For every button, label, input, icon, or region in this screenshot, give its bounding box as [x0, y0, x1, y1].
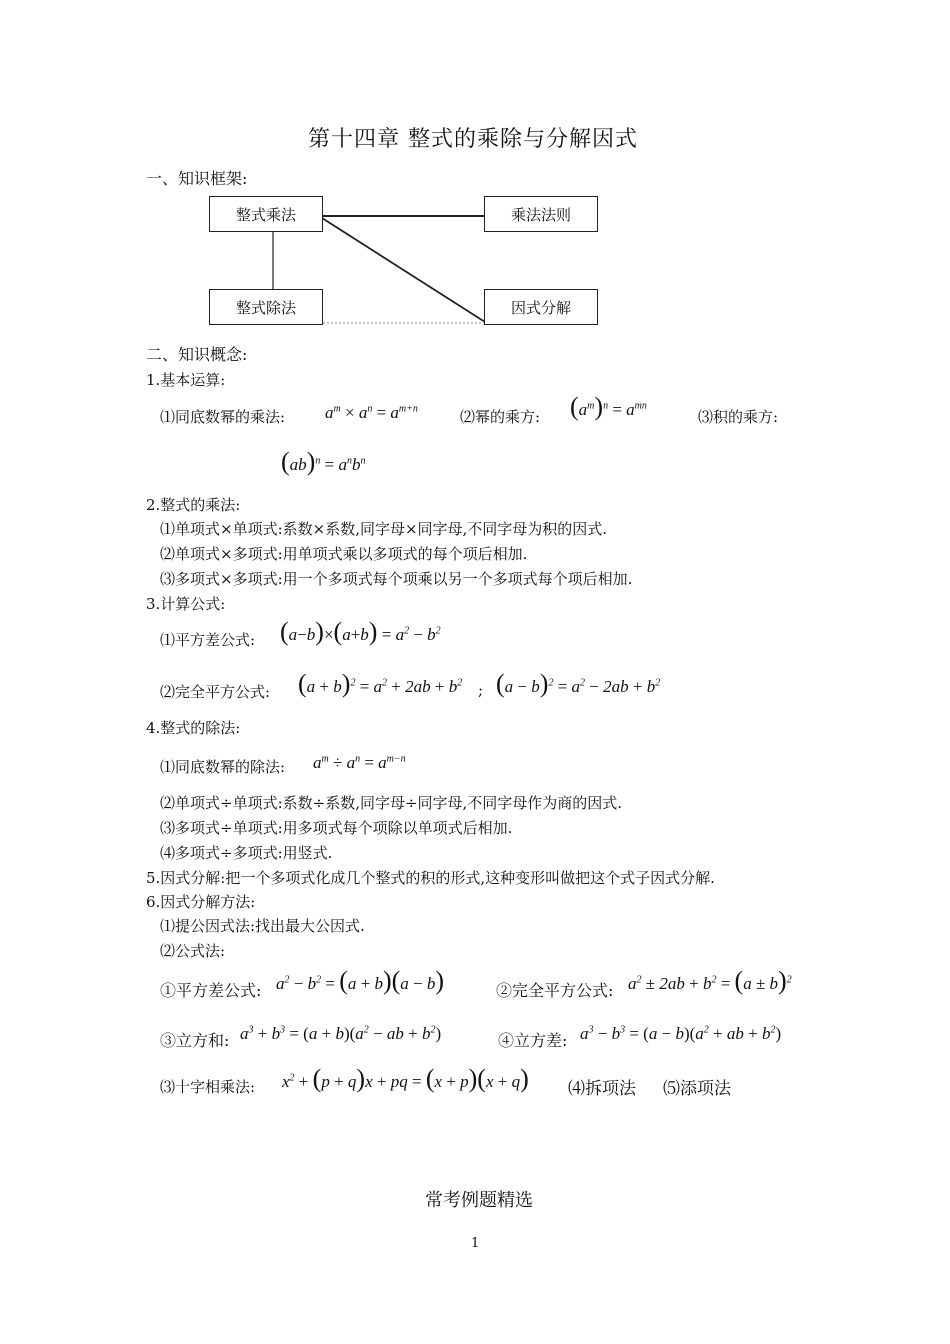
- formula-cube-sum: $a^3 + b^3 = (a + b)(a^2$ − ab + $b^2$): [240, 1024, 442, 1043]
- page-title: 第十四章 整式的乘除与分解因式: [308, 127, 638, 152]
- factor-method-1: ⑴提公因式法:找出最大公因式.: [160, 917, 365, 935]
- formula-perfect-square-minus: $(a - b)^2 = a^2 - 2ab + b^2$: [496, 669, 661, 698]
- formula-diff-squares: $(a-b)\times(a+b) = a^2 - b^2$: [280, 617, 441, 646]
- poly-div-heading: 4.整式的除法:: [146, 719, 241, 737]
- same-base-div-label: ⑴同底数幂的除法:: [160, 758, 286, 776]
- formula-cross-mult: $x^2 + (p + q)x$ + pq = (x + p)(x + q): [282, 1064, 529, 1093]
- formula-cube-diff: $a^3 - b^3 = (a - b)(a^2$ + ab + $b^2$): [580, 1024, 782, 1043]
- split-term-method: ⑷拆项法: [568, 1079, 636, 1099]
- add-term-method: ⑸添项法: [663, 1079, 731, 1099]
- section-heading-concepts: 二、知识概念:: [146, 345, 248, 364]
- page-number: 1: [471, 1236, 480, 1251]
- poly-div-item-2: ⑵单项式÷单项式:系数÷系数,同字母÷同字母,不同字母作为商的因式.: [160, 794, 623, 812]
- diff-squares-label: ⑴平方差公式:: [160, 631, 256, 649]
- poly-mult-item-3: ⑶多项式×多项式:用一个多项式每个项乘以另一个多项式每个项后相加.: [160, 570, 633, 588]
- formula-product-power: $(ab)^n = a^nb^n$: [281, 447, 366, 476]
- poly-mult-heading: 2.整式的乘法:: [146, 496, 241, 514]
- box-multiplication-rules: 乘法法则: [484, 196, 598, 232]
- poly-div-item-4: ⑷多项式÷多项式:用竖式.: [160, 844, 333, 862]
- cube-sum-label: ③立方和:: [160, 1031, 230, 1050]
- framework-diagram-lines: [0, 0, 950, 340]
- examples-section-title: 常考例题精选: [425, 1190, 533, 1211]
- poly-mult-item-2: ⑵单项式×多项式:用单项式乘以多项式的每个项后相加.: [160, 545, 528, 563]
- section-heading-framework: 一、知识框架:: [146, 169, 248, 188]
- cube-diff-label: ④立方差:: [498, 1031, 568, 1050]
- formula-separator: ;: [478, 681, 484, 699]
- formula-factor-diff-squares: $a^2 - b^2 = (a + b)(a - b)$: [276, 966, 445, 995]
- basic-ops-heading: 1.基本运算:: [146, 371, 226, 389]
- factor-diff-squares-label: ①平方差公式:: [160, 981, 262, 1000]
- cross-mult-label: ⑶十字相乘法:: [160, 1078, 256, 1096]
- formula-same-base-div: $a^m \div a^n = a^{m-n}$: [313, 753, 406, 772]
- perfect-square-label: ⑵完全平方公式:: [160, 683, 271, 701]
- power-of-power-label: ⑵幂的乘方:: [460, 408, 541, 426]
- poly-div-item-3: ⑶多项式÷单项式:用多项式每个项除以单项式后相加.: [160, 819, 513, 837]
- poly-mult-item-1: ⑴单项式×单项式:系数×系数,同字母×同字母,不同字母为积的因式.: [160, 520, 608, 538]
- formula-same-base-mult: $a^m \times a^n = a^{m+n}$: [325, 403, 418, 422]
- formula-factor-perfect-square: $a^2 \pm 2ab + b^2 = (a \pm b)^2$: [628, 966, 792, 995]
- box-polynomial-multiplication: 整式乘法: [209, 196, 323, 232]
- factor-methods-heading: 6.因式分解方法:: [146, 893, 256, 911]
- box-polynomial-division: 整式除法: [209, 289, 323, 325]
- factor-method-2: ⑵公式法:: [160, 942, 226, 960]
- product-power-label: ⑶积的乘方:: [698, 408, 779, 426]
- same-base-mult-label: ⑴同底数幂的乘法:: [160, 408, 286, 426]
- formulas-heading: 3.计算公式:: [146, 595, 226, 613]
- box-factorization: 因式分解: [484, 289, 598, 325]
- factor-perfect-square-label: ②完全平方公式:: [496, 981, 614, 1000]
- factorization-definition: 5.因式分解:把一个多项式化成几个整式的积的形式,这种变形叫做把这个式子因式分解.: [146, 869, 715, 887]
- formula-power-of-power: $(a^m)^n = a^{mn}$: [570, 392, 647, 421]
- formula-perfect-square-plus: $(a + b)^2 = a^2 + 2ab + b^2$: [298, 669, 463, 698]
